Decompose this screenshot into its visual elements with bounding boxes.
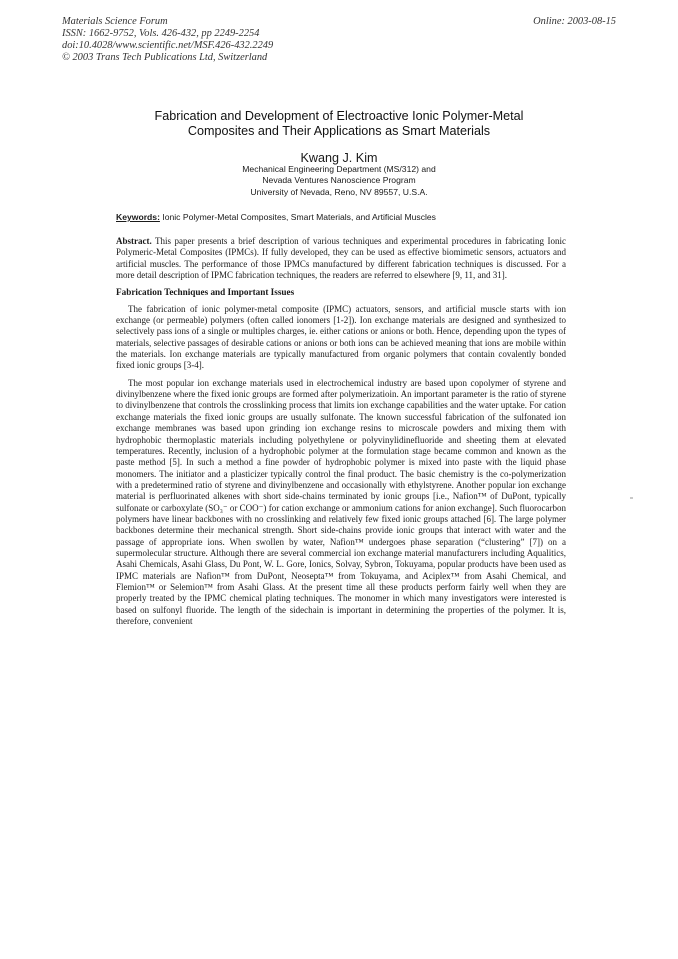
author-affiliation: [100, 164, 578, 198]
copyright-line: © 2003 Trans Tech Publications Ltd, Switzerland: [62, 52, 268, 63]
scan-speck: [630, 497, 633, 499]
journal-header: [62, 16, 273, 64]
abstract-text: This paper presents a brief description of various techniques and experimental procedures in fabricating Ionic Polymeric-Metal Composites (IPMCs). If fully developed, they can be used as effective biomimetic sensors, actuators and artificial muscles. The performance of those IPMCs manufactured by different fabrication techniques is discussed. For a more detail description of IPMC fabrication techniques, the readers are referred to elsewhere [9, 11, and 31].: [116, 236, 566, 281]
affiliation-line-3: University of Nevada, Reno, NV 89557, U.S.A.: [250, 186, 428, 197]
doi-line[interactable]: doi:10.4028/www.scientific.net/MSF.426-432.2249: [62, 40, 274, 51]
affiliation-line-1: Mechanical Engineering Department (MS/312) and: [242, 164, 436, 174]
title-line-1: Fabrication and Development of Electroactive Ionic Polymer-Metal: [154, 109, 524, 123]
abstract-paragraph: [116, 236, 566, 281]
issn-line: ISSN: 1662-9752, Vols. 426-432, pp 2249-2254: [62, 28, 260, 39]
title-line-2: Composites and Their Applications as Smart Materials: [187, 124, 491, 138]
affiliation-line-2: Nevada Ventures Nanoscience Program: [262, 175, 416, 186]
keywords-text: Ionic Polymer-Metal Composites, Smart Materials, and Artificial Muscles: [159, 212, 436, 222]
paragraph-2: The most popular ion exchange materials used in electrochemical industry are based upon copolymer of styrene and divinylbenzene where the fixed ionic groups are formed after polymerizatioin. An important parameter is the ratio of styrene to divinylbenzene that controls the crosslinking process that limits ion exchange capabilities and the water uptake. For cation exchange materials the fixed ionic groups are usually sulfonate. The known successful fabrication of the sulfonated ion exchange membranes was based upon grinding ion exchange resins to microscale powders and mixing them with hydrophobic thermoplastic materials including polyethylene or polyvinylidinefluoride and sheeting them at elevated temperatures. Recently, inclusion of a hydrophobic polymer at the formulation stage became common and known as the paste method [5]. In such a method a fine powder of hydrophobic polymer is mixed into paste with the liquid phase monomers. The initiator and a plasticizer typically control the final product. The basic chemistry is the co-polymerization with a predetermined ratio of styrene and divinylbenzene and occasionally with ethylstyrene. Another popular ion exchange material is perfluorinated alkenes with short side-chains terminated by ionic groups [i.e., Nafion™ of DuPont, typically sulfonate or carboxylate (SO₃⁻ or COO⁻) for cation exchange or ammonium cations for anion exchange]. Such fluorocarbon polymers have linear backbones with no crosslinking and relatively few fixed ionic groups attached [6]. The large polymer backbones determine their mechanical strength. Short side-chains provide ionic groups that interact with water and the passage of appropriate ions. When swollen by water, Nafion™ undergoes phase separation (“clustering” [7]) on a supermolecular structure. Although there are several commercial ion exchange material manufacturers including Aqualitics, Asahi Chemicals, Asahi Glass, Du Pont, W. L. Gore, Ionics, Solvay, Sybron, Tokuyama, popular products have been used as IPMC materials are Nafion™ from DuPont, Neosepta™ from Tokuyama, and Aciplex™ from Asahi Chemical, and Flemion™ or Selemion™ from Asahi Glass. At the present time all these products perform fairly well when they are properly treated by the IPMC chemical plating techniques. The monomer in which many investigators were interested is based on sulfonyl fluoride. The length of the sidechain is important in determining the properties of the polymer. It is, therefore, convenient: [116, 377, 566, 626]
author-name: Kwang J. Kim: [300, 151, 378, 165]
section-heading: Fabrication Techniques and Important Issues: [116, 287, 295, 298]
paragraph-1: The fabrication of ionic polymer-metal composite (IPMC) actuators, sensors, and artificial muscle starts with ion exchange (or permeable) polymers (often called ionomers [1-2]). Ion exchange materials are designed and synthesized to selectively pass ions of a single or multiples charges, ie. either cations or anions or both. Hence, depending upon the types of materials, selective passages of desirable cations or anions or both ions can be achieved meaning that ions are mobile within the materials. Ion exchange materials are typically manufactured from organic polymers that contain covalently bonded fixed ionic groups [3-4].: [116, 303, 566, 371]
paper-title: [100, 109, 578, 139]
journal-name: Materials Science Forum: [62, 16, 168, 27]
paper-body: [116, 236, 566, 627]
keywords-label: Keywords:: [116, 212, 160, 222]
keywords: [116, 212, 566, 222]
online-date: Online: 2003-08-15: [533, 16, 616, 27]
abstract-label: Abstract.: [116, 236, 152, 246]
